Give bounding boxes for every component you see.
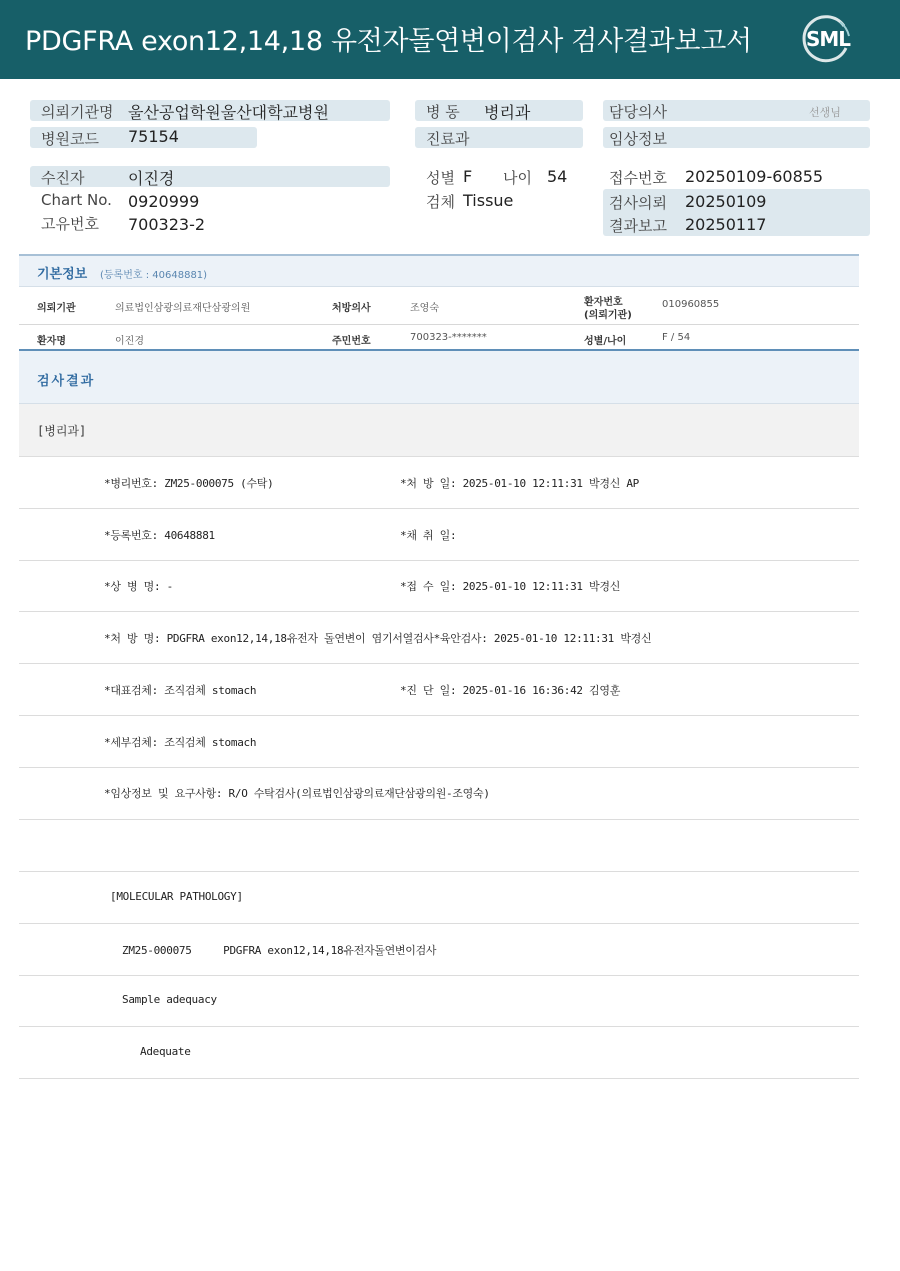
- receipt-label: 접수번호: [609, 169, 667, 187]
- sex-value: F: [463, 167, 473, 186]
- result-line: [19, 612, 859, 664]
- info-val-institution: 의료법인삼광의료재단삼광의원: [115, 303, 251, 314]
- specimen-label: 검체: [426, 193, 455, 211]
- report-title: PDGFRA exon12,14,18 유전자돌연변이검사 검사결과보고서: [25, 26, 752, 57]
- doctor-suffix: 선생님: [809, 106, 841, 119]
- info-val-patient-no: 010960855: [662, 299, 720, 310]
- results-header: [19, 351, 859, 404]
- blank-row: [19, 820, 859, 872]
- doctor-label: 담당의사: [609, 103, 667, 121]
- unique-label: 고유번호: [41, 215, 99, 233]
- receipt-value: 20250109-60855: [685, 167, 824, 186]
- age-value: 54: [547, 167, 568, 186]
- report-header: [0, 0, 900, 79]
- result-line-left: *임상정보 및 요구사항: R/O 수탁검사(의료법인삼광의료재단삼광의원-조영숙): [104, 787, 490, 800]
- name-value: 이진경: [128, 169, 175, 188]
- info-key-patient-name: 환자명: [37, 336, 66, 347]
- sample-adequacy-row: [19, 975, 859, 1027]
- result-line: [19, 768, 859, 820]
- institution-value: 울산공업학원울산대학교병원: [128, 103, 329, 122]
- adequate-value: Adequate: [140, 1045, 191, 1058]
- logo-text: SML: [806, 27, 851, 51]
- result-line-left: *처 방 명: PDGFRA exon12,14,18유전자 돌연변이 염기서열검사*육안검사: 2025-01-10 12:11:31 박경신: [104, 632, 652, 645]
- info-val-sex-age: F / 54: [662, 332, 691, 343]
- results-title: 검사결과: [37, 374, 96, 389]
- info-key-patient-no: 환자번호: [584, 297, 623, 308]
- ward-label: 병 동: [426, 103, 460, 121]
- institution-label: 의뢰기관명: [41, 103, 114, 121]
- result-line-left: *상 병 명: -: [104, 580, 173, 593]
- registration-number: (등록번호 : 40648881): [100, 270, 208, 281]
- case-line: ZM25-000075 PDGFRA exon12,14,18유전자돌연변이검사: [122, 944, 437, 957]
- hospital-code-value: 75154: [128, 127, 179, 146]
- result-line-right: *채 취 일:: [400, 529, 457, 542]
- specimen-value: Tissue: [463, 191, 514, 210]
- result-line-left: *대표검체: 조직검체 stomach: [104, 684, 257, 697]
- basic-info-header: [19, 256, 859, 287]
- result-line: [19, 509, 859, 561]
- basic-info-table: [19, 254, 859, 351]
- info-val-prescriber: 조영숙: [410, 303, 439, 314]
- chart-value: 0920999: [128, 192, 200, 211]
- info-key-sex-age: 성별/나이: [584, 336, 627, 347]
- request-value: 20250109: [685, 192, 767, 211]
- request-label: 검사의뢰: [609, 194, 667, 212]
- basic-info-title: 기본정보: [37, 267, 88, 282]
- result-line-right: *진 단 일: 2025-01-16 16:36:42 김영훈: [400, 684, 621, 697]
- result-line-left: *등록번호: 40648881: [104, 529, 215, 542]
- hospital-code-label: 병원코드: [41, 130, 99, 148]
- report-value: 20250117: [685, 215, 767, 234]
- molecular-header: [MOLECULAR PATHOLOGY]: [110, 890, 243, 903]
- info-val-patient-name: 이진경: [115, 336, 144, 347]
- info-key-institution: 의뢰기관: [37, 303, 76, 314]
- case-row: [19, 924, 859, 976]
- info-val-resident-no: 700323-*******: [410, 332, 487, 343]
- dept-label: [병리과]: [37, 424, 87, 438]
- result-line: [19, 560, 859, 612]
- age-label: 나이: [503, 169, 532, 187]
- result-line-right: *접 수 일: 2025-01-10 12:11:31 박경신: [400, 580, 621, 593]
- info-key-patient-no-sub: (의뢰기관): [584, 310, 632, 321]
- department-label: 진료과: [426, 130, 470, 148]
- sample-adequacy-label: Sample adequacy: [122, 993, 217, 1006]
- name-label: 수진자: [41, 169, 85, 187]
- result-line: [19, 664, 859, 716]
- result-line-right: *처 방 일: 2025-01-10 12:11:31 박경신 AP: [400, 477, 639, 490]
- result-line-left: *병리번호: ZM25-000075 (수탁): [104, 477, 274, 490]
- report-label: 결과보고: [609, 217, 667, 235]
- dept-row: [19, 404, 859, 457]
- result-line: [19, 716, 859, 768]
- chart-label: Chart No.: [41, 191, 112, 209]
- clinical-info-label: 임상정보: [609, 130, 667, 148]
- info-divider: [19, 324, 859, 325]
- molecular-header-row: [19, 872, 859, 924]
- info-key-resident-no: 주민번호: [332, 336, 371, 347]
- sex-label: 성별: [426, 169, 455, 187]
- result-line: [19, 457, 859, 509]
- ward-value: 병리과: [484, 103, 531, 122]
- unique-value: 700323-2: [128, 215, 206, 234]
- adequate-row: [19, 1027, 859, 1079]
- info-key-prescriber: 처방의사: [332, 303, 371, 314]
- result-line-left: *세부검체: 조직검체 stomach: [104, 736, 257, 749]
